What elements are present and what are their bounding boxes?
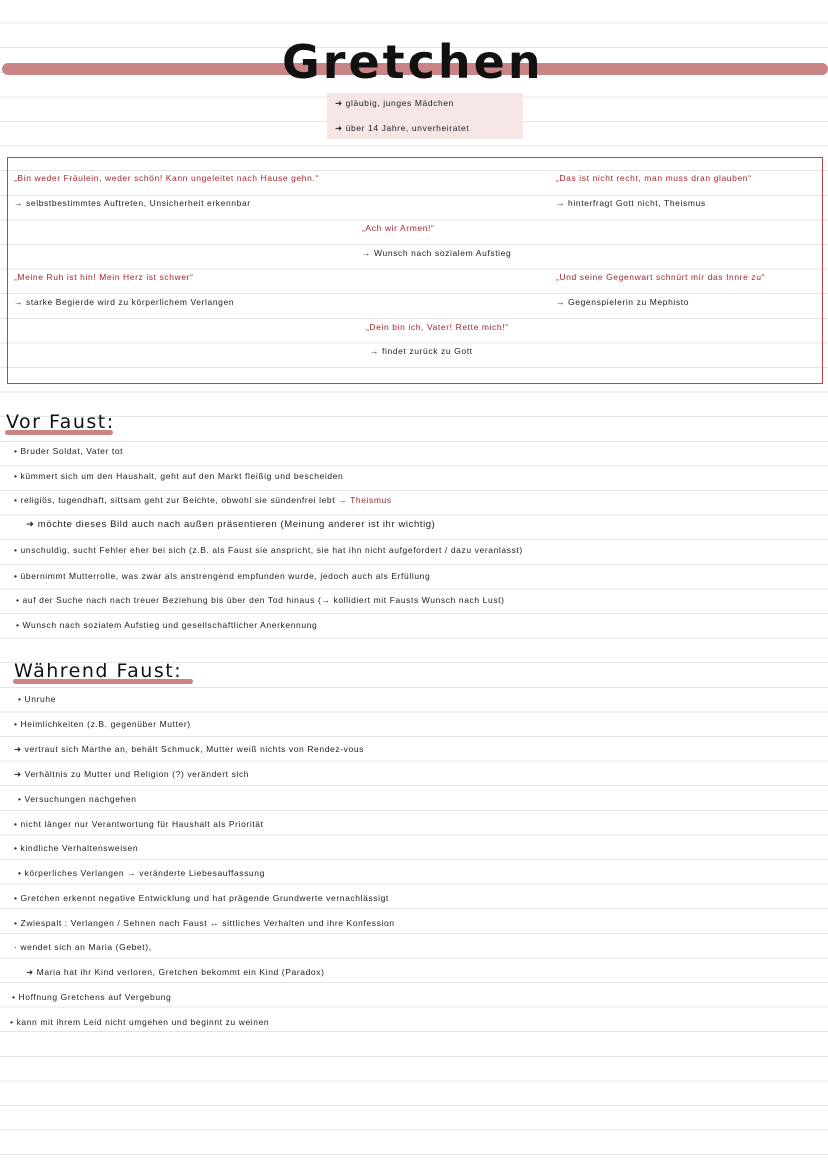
intro-item: ➜ gläubig, junges Mädchen xyxy=(335,98,454,108)
quote: „Ach wir Armen!“ xyxy=(362,223,435,233)
quote-analysis: → starke Begierde wird zu körperlichem Verlangen xyxy=(14,297,235,307)
list-item: • auf der Suche nach nach treuer Beziehung bis über den Tod hinaus (→ kollidiert mit Fausts Wunsch nach Lust) xyxy=(16,595,505,605)
list-item: · wendet sich an Maria (Gebet), xyxy=(14,942,152,952)
quote: „Das ist nicht recht, man muss dran glauben“ xyxy=(556,173,752,183)
quote: „Und seine Gegenwart schnürt mir das Innre zu“ xyxy=(556,272,766,282)
list-item: • nicht länger nur Verantwortung für Haushalt als Priorität xyxy=(14,819,264,829)
list-item xyxy=(14,494,392,506)
list-item: • Zwiespalt : Verlangen / Sehnen nach Faust ↔ sittliches Verhalten und ihre Konfession xyxy=(14,918,395,928)
list-item: • Unruhe xyxy=(18,694,57,704)
list-item: • kindliche Verhaltensweisen xyxy=(14,843,139,853)
list-item: ➜ Verhältnis zu Mutter und Religion (?) verändert sich xyxy=(14,769,250,779)
theismus-note: → Theismus xyxy=(338,495,392,505)
quote-analysis: → hinterfragt Gott nicht, Theismus xyxy=(556,198,706,208)
list-item: • Wunsch nach sozialem Aufstieg und gesellschaftlicher Anerkennung xyxy=(16,620,318,630)
list-item: • Gretchen erkennt negative Entwicklung und hat prägende Grundwerte vernachlässigt xyxy=(14,893,389,903)
list-item-text: • religiös, tugendhaft, sittsam geht zur Beichte, obwohl sie sündenfrei lebt xyxy=(14,495,336,505)
quote-analysis: → selbstbestimmtes Auftreten, Unsicherheit erkennbar xyxy=(14,198,251,208)
list-item: • Heimlichkeiten (z.B. gegenüber Mutter) xyxy=(14,719,191,729)
quote: „Meine Ruh ist hin! Mein Herz ist schwer“ xyxy=(14,272,194,282)
list-item: ➜ möchte dieses Bild auch nach außen präsentieren (Meinung anderer ist ihr wichtig) xyxy=(26,519,436,530)
intro-item: ➜ über 14 Jahre, unverheiratet xyxy=(335,123,470,133)
list-item: • Versuchungen nachgehen xyxy=(18,794,137,804)
list-item: • kümmert sich um den Haushalt, geht auf den Markt fleißig und bescheiden xyxy=(14,471,344,481)
section-heading-waehrend-faust: Während Faust: xyxy=(14,660,183,682)
list-item: ➜ Maria hat ihr Kind verloren, Gretchen bekommt ein Kind (Paradox) xyxy=(26,967,325,977)
list-item: • kann mit ihrem Leid nicht umgehen und beginnt zu weinen xyxy=(10,1017,270,1027)
quote-analysis: → findet zurück zu Gott xyxy=(370,346,473,356)
list-item: • körperliches Verlangen → veränderte Liebesauffassung xyxy=(18,868,265,878)
list-item: • Bruder Soldat, Vater tot xyxy=(14,446,124,456)
page-title: Gretchen xyxy=(282,35,544,89)
quote-analysis: → Gegenspielerin zu Mephisto xyxy=(556,297,690,307)
list-item: ➜ vertraut sich Marthe an, behält Schmuck, Mutter weiß nichts von Rendez-vous xyxy=(14,744,365,754)
quote: „Dein bin ich, Vater! Rette mich!“ xyxy=(366,322,509,332)
list-item: • Hoffnung Gretchens auf Vergebung xyxy=(12,992,172,1002)
list-item: • übernimmt Mutterrolle, was zwar als anstrengend empfunden wurde, jedoch auch als Erfüllung xyxy=(14,571,431,581)
section-heading-vor-faust: Vor Faust: xyxy=(6,411,115,433)
list-item: • unschuldig, sucht Fehler eher bei sich (z.B. als Faust sie anspricht, sie hat ihn nicht aufgefordert / dazu veranlasst) xyxy=(14,545,523,555)
quote-analysis: → Wunsch nach sozialem Aufstieg xyxy=(362,248,512,258)
quote: „Bin weder Fräulein, weder schön! Kann ungeleitet nach Hause gehn.“ xyxy=(14,173,319,183)
